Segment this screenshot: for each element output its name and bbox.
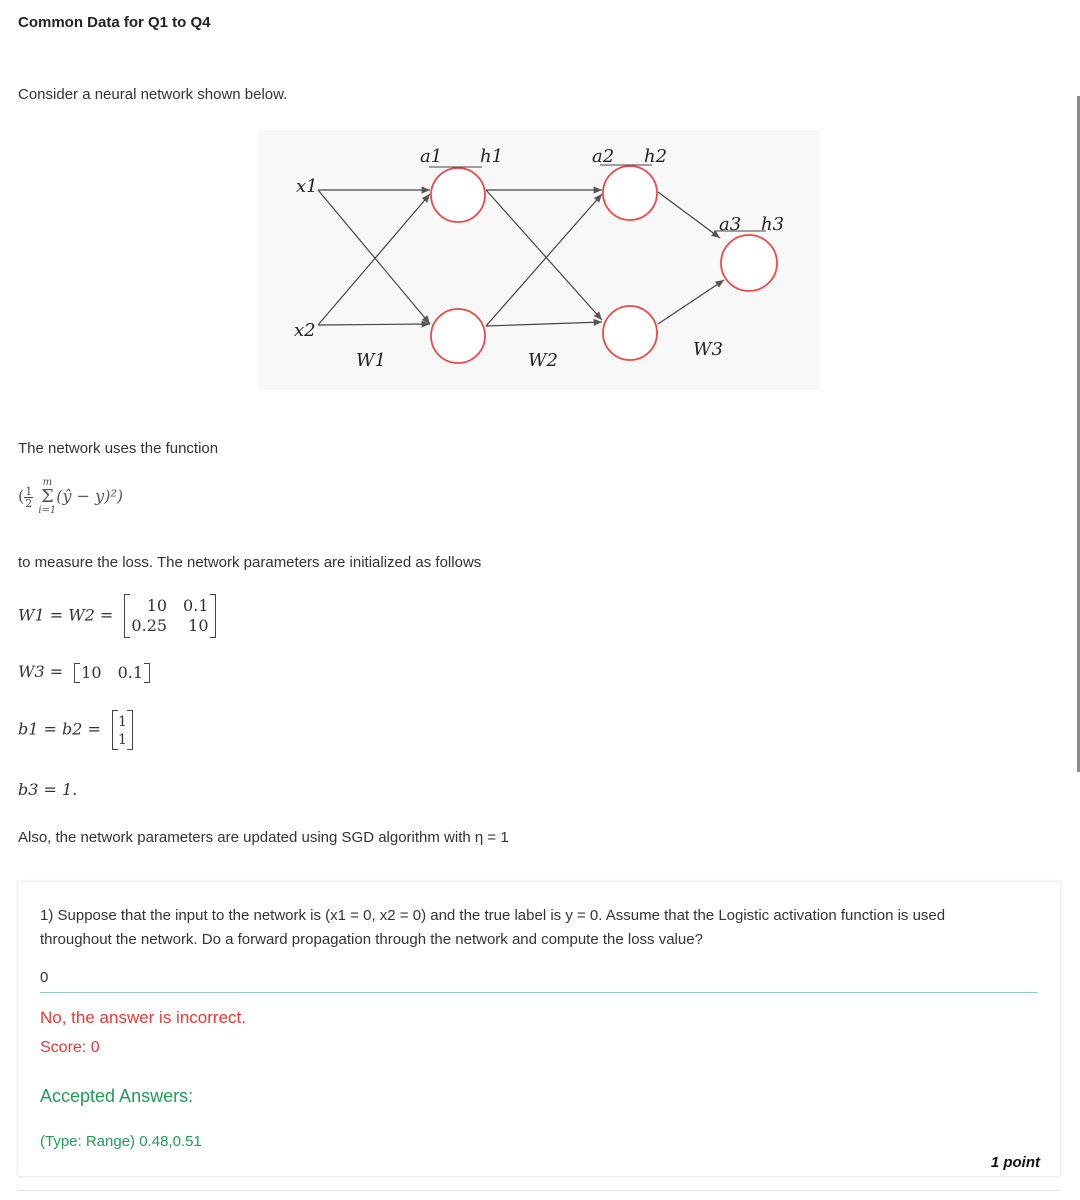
intro-text: Consider a neural network shown below. (18, 86, 288, 103)
question-text (40, 904, 1040, 952)
label-a1: a1 (420, 146, 443, 167)
label-x2: x2 (294, 320, 316, 341)
b1b2-matrix (112, 710, 133, 750)
w1w2-matrix (124, 594, 215, 638)
label-h2: h2 (644, 146, 668, 167)
label-w3: W3 (693, 339, 723, 360)
common-data-heading: Common Data for Q1 to Q4 (18, 14, 211, 31)
w1w2-equation (18, 594, 216, 638)
w3-matrix (74, 663, 150, 683)
label-h1: h1 (480, 146, 504, 167)
w3-lhs: W3 = (18, 662, 64, 681)
answer-underline (40, 992, 1038, 993)
label-w1: W1 (356, 350, 386, 371)
node-layer1-bottom (431, 309, 485, 363)
w3-matrix-cell: 0.1 (117, 662, 144, 682)
label-x1: x1 (296, 176, 318, 197)
label-a2: a2 (592, 146, 615, 167)
question-text-line-2: throughout the network. Do a forward propagation through the network and compute the loss value? (40, 931, 703, 948)
label-h3: h3 (761, 214, 785, 235)
node-h2 (603, 166, 657, 220)
accepted-answer-value: (Type: Range) 0.48,0.51 (40, 1133, 202, 1150)
loss-measure-text: to measure the loss. The network parameters are initialized as follows (18, 554, 482, 571)
node-h1 (431, 168, 485, 222)
b-matrix-cell: 1 (118, 714, 127, 730)
question-text-line-1: 1) Suppose that the input to the network is (x1 = 0, x2 = 0) and the true label is y = 0. Assume that the Logistic activation function is used (40, 907, 946, 924)
b3-equation: b3 = 1. (18, 780, 78, 799)
neural-network-diagram (258, 130, 820, 390)
answer-value[interactable]: 0 (40, 969, 49, 986)
sgd-text: Also, the network parameters are updated using SGD algorithm with η = 1 (18, 829, 509, 846)
b1b2-lhs: b1 = b2 = (18, 719, 101, 739)
bottom-divider (18, 1190, 1060, 1191)
b-matrix-cell: 1 (118, 732, 127, 748)
w1w2-lhs: W1 = W2 = (18, 605, 114, 625)
w3-equation (18, 662, 150, 683)
node-layer2-bottom (603, 306, 657, 360)
label-w2: W2 (528, 350, 558, 371)
points-badge: 1 point (990, 1154, 1040, 1171)
node-h3 (721, 235, 777, 291)
loss-intro: The network uses the function (18, 440, 219, 457)
w-matrix-cell: 10 (188, 616, 209, 635)
w-matrix-cell: 10 (146, 596, 168, 615)
w-matrix-cell: 0.1 (183, 596, 209, 615)
w-matrix-cell: 0.25 (131, 616, 168, 635)
label-a3: a3 (719, 214, 742, 235)
score-text: Score: 0 (40, 1039, 100, 1056)
network-svg (258, 130, 820, 390)
w3-matrix-cell: 10 (81, 662, 102, 682)
b1b2-equation (18, 710, 133, 750)
loss-formula: ( $\frac{1}{2}$ m Σ i=1(ŷ − y)²) (18, 477, 124, 516)
feedback-incorrect: No, the answer is incorrect. (40, 1008, 246, 1027)
accepted-answers-label: Accepted Answers: (40, 1086, 194, 1106)
